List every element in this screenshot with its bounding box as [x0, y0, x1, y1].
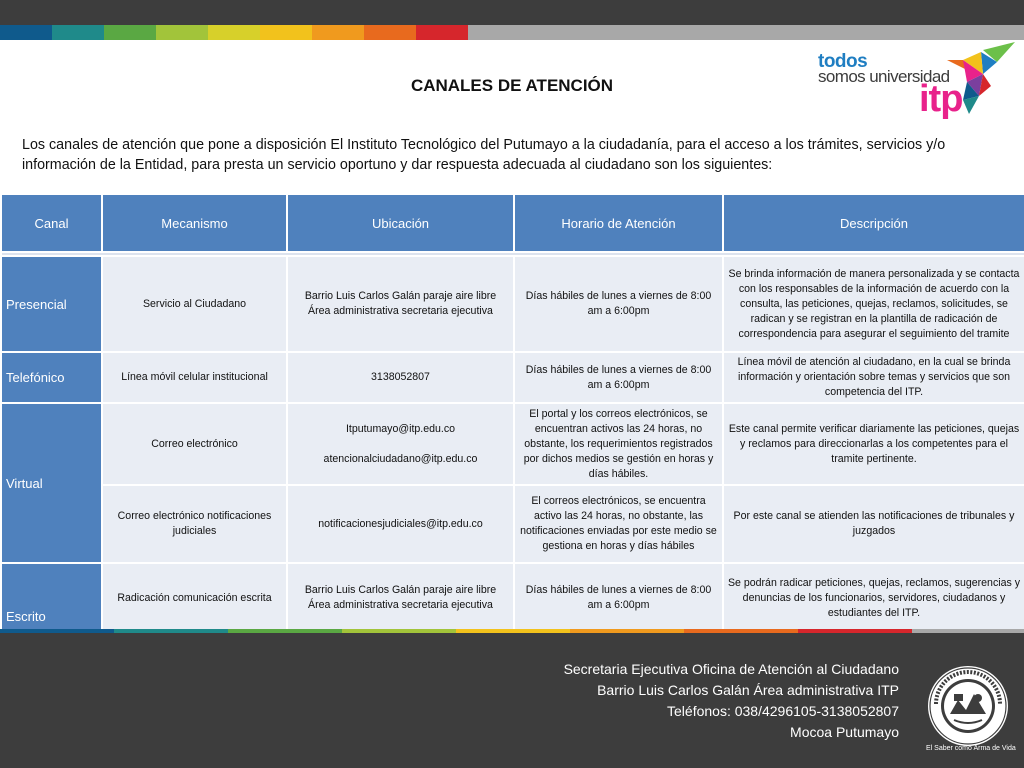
footer-line: Teléfonos: 038/4296105-3138052807: [667, 703, 899, 719]
header-canal: Canal: [1, 194, 102, 252]
descripcion-cell: Se podrán radicar peticiones, quejas, reclamos, sugerencias y denuncias de los funcionarios, servidores, ciudadanos y estudiantes del ITP.: [723, 563, 1024, 633]
ubicacion-line: Barrio Luis Carlos Galán paraje aire libre: [304, 290, 497, 302]
canales-table: [0, 193, 1024, 634]
mecanismo-cell: Servicio al Ciudadano: [102, 256, 287, 352]
horario-cell: El correos electrónicos, se encuentra activo las 24 horas, no obstante, las notificaciones enviadas por este medio se gestiona en horas y días hábiles: [514, 485, 723, 563]
table-row-escrito: [1, 563, 1024, 633]
descripcion-cell: Se brinda información de manera personalizada y se contacta con los responsables de la información de acuerdo con la consulta, las peticiones, quejas, reclamos, solicitudes, se radican y se registran en la plantilla de radicación de correspondencia para asegurar el seguimiento del tramite: [723, 256, 1024, 352]
footer-band: [0, 633, 1024, 768]
canal-escrito: [1, 563, 102, 633]
ubicacion-cell: [287, 256, 514, 352]
mecanismo-cell: Radicación comunicación escrita: [102, 563, 287, 633]
mecanismo-cell: Correo electrónico notificaciones judiciales: [102, 485, 287, 563]
footer-line: Mocoa Putumayo: [790, 724, 899, 740]
ubicacion-line: Área administrativa secretaria ejecutiva: [308, 305, 493, 317]
descripcion-cell: Por este canal se atienden las notificaciones de tribunales y juzgados: [723, 485, 1024, 563]
descripcion-cell: Línea móvil de atención al ciudadano, en la cual se brinda información y orientación sobre temas y servicios que son competencia del ITP.: [723, 352, 1024, 403]
footer-line: Secretaria Ejecutiva Oficina de Atención al Ciudadano: [563, 661, 899, 677]
footer-contact: [564, 659, 899, 743]
hummingbird-icon: [933, 40, 1019, 126]
top-dark-band: [0, 0, 1024, 25]
header-ubicacion: Ubicación: [287, 194, 514, 252]
descripcion-cell: Este canal permite verificar diariamente las peticiones, quejas y reclamos para direccionarlas a los competentes para el tramite pertinente.: [723, 403, 1024, 485]
table-row-telefonico: [1, 352, 1024, 403]
table-header-row: [1, 194, 1024, 252]
canal-telefonico: Telefónico: [1, 352, 102, 403]
canal-escrito-label: Escrito: [6, 609, 46, 624]
logo-itp: itp: [919, 78, 963, 120]
header-mecanismo: Mecanismo: [102, 194, 287, 252]
logo-todos: todos: [818, 51, 868, 72]
mecanismo-cell: Línea móvil celular institucional: [102, 352, 287, 403]
itp-logo: [815, 40, 1020, 126]
itp-seal-icon: [924, 664, 1012, 752]
email-link[interactable]: atencionalciudadano@itp.edu.co: [323, 452, 478, 465]
canal-virtual: Virtual: [1, 403, 102, 563]
horario-cell: El portal y los correos electrónicos, se encuentran activos las 24 horas, no obstante, los requerimientos registrados por dichos medios se gestión en horas y días hábiles.: [514, 403, 723, 485]
intro-paragraph: Los canales de atención que pone a disposición El Instituto Tecnológico del Putumayo a la ciudadanía, para el acceso a los trámites, servicios y/o información de la Entidad, para presta un servicio oportuno y dar respuesta adecuada al ciudadano son los siguientes:: [22, 137, 946, 173]
canal-presencial: Presencial: [1, 256, 102, 352]
phone-number-cell: 3138052807: [287, 352, 514, 403]
seal-caption: El Saber como Arma de Vida: [926, 745, 1016, 752]
ubicacion-line: Barrio Luis Carlos Galán paraje aire libre: [304, 584, 497, 596]
ubicacion-cell: [287, 563, 514, 633]
table-row-virtual-correo: [1, 403, 1024, 485]
page-title: CANALES DE ATENCIÓN: [410, 76, 614, 95]
footer-line: Barrio Luis Carlos Galán Área administrativa ITP: [597, 682, 899, 698]
top-color-strip: [0, 25, 1024, 40]
email-link[interactable]: Itputumayo@itp.edu.co: [345, 422, 456, 435]
ubicacion-line: Área administrativa secretaria ejecutiva: [308, 599, 493, 611]
header-descripcion: Descripción: [723, 194, 1024, 252]
horario-cell: Días hábiles de lunes a viernes de 8:00 am a 6:00pm: [514, 563, 723, 633]
table-row-presencial: [1, 256, 1024, 352]
ubicacion-cell: [287, 403, 514, 485]
horario-cell: Días hábiles de lunes a viernes de 8:00 am a 6:00pm: [514, 352, 723, 403]
mecanismo-cell: Correo electrónico: [102, 403, 287, 485]
header-horario: Horario de Atención: [514, 194, 723, 252]
table-row-virtual-notificaciones: [1, 485, 1024, 563]
logo-somos-universidad: somos universidad: [818, 67, 950, 86]
horario-cell: Días hábiles de lunes a viernes de 8:00 am a 6:00pm: [514, 256, 723, 352]
email-link[interactable]: notificacionesjudiciales@itp.edu.co: [287, 485, 514, 563]
